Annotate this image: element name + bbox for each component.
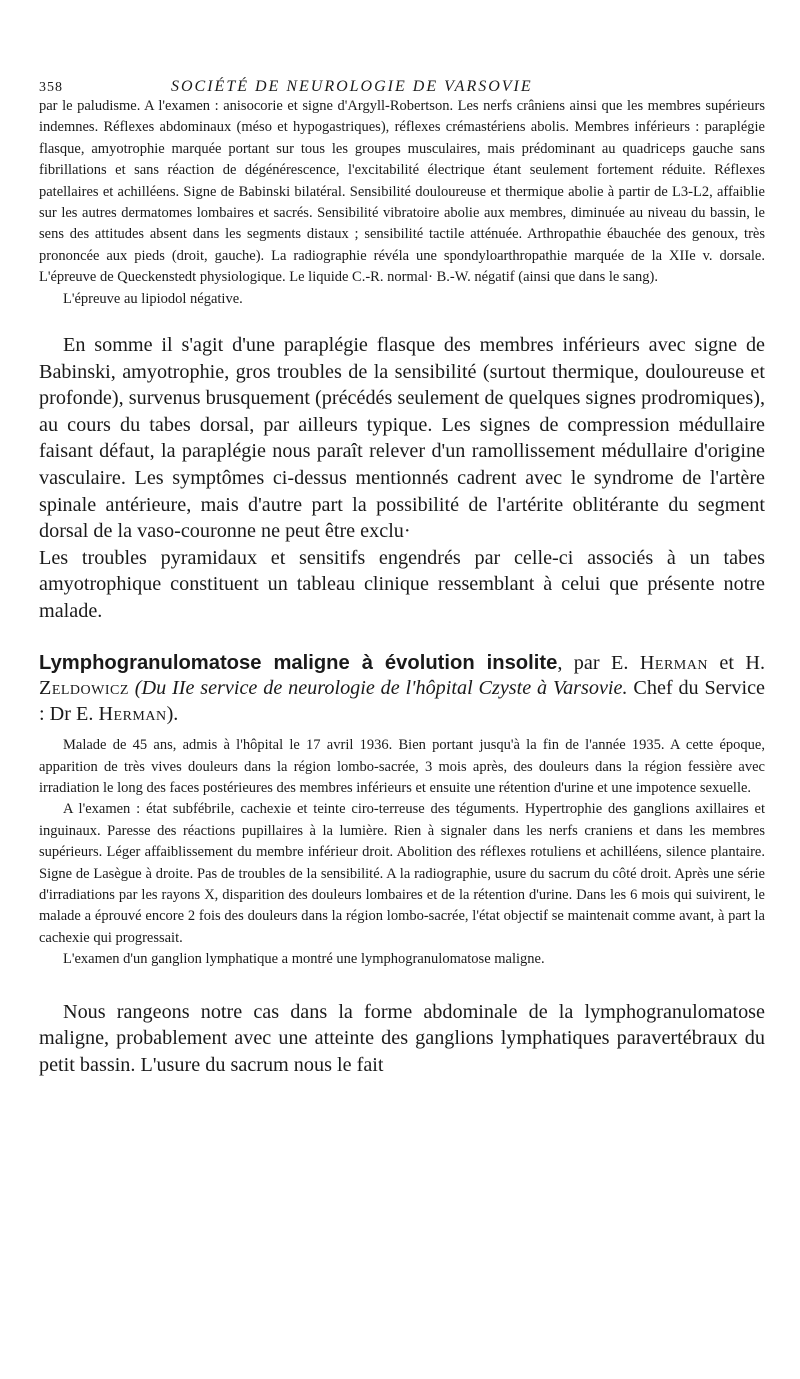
closing-paren: ). [166,702,179,725]
journal-title: SOCIÉTÉ DE NEUROLOGIE DE VARSOVIE [171,78,533,95]
case1-paragraph-2: L'épreuve au lipiodol négative. [63,290,243,307]
page [39,66,765,1078]
case2-paragraph-1: Malade de 45 ans, admis à l'hôpital le 17 avril 1936. Bien portant jusqu'à la fin de l'année 1935. A cette époque, apparition de très vives douleurs dans la région lombo-sacrée, 3 mois après, des douleurs dans la région fessière avec irradiation le long des faces postérieures des membres inférieurs et ensuite une rétention d'urine et une impotence sexuelle. [39,737,765,796]
case1-discussion-2: Les troubles pyramidaux et sensitifs engendrés par celle-ci associés à un tabes amyotrophique constituent un tableau clinique ressemblant à celui que présente notre malade. [39,546,765,622]
case2-paragraph-3: L'examen d'un ganglion lymphatique a montré une lymphogranulomatose maligne. [63,951,545,968]
article-by: par E. [573,651,629,674]
chief-name: Herman [98,702,167,725]
article-heading: Lymphogranulomatose maligne à évolution insolite, par E. Herman et H. Zeldowicz (Du IIe service de neurologie de l'hôpital Czyste à Varsovie. Chef du Service : Dr E. Herman). [39,651,766,725]
case1-paragraph-1: par le paludisme. A l'examen : anisocorie et signe d'Argyll-Robertson. Les nerfs crâniens ainsi que les membres supérieurs indemnes. Réflexes abdominaux (méso et hypogastriques), réflexes crémastériens abolis. Membres inférieurs : paraplégie flasque, amyotrophie marquée portant sur tous les groupes musculaires, mais prédominant au quadriceps gauche sans fibrillations et sans réaction de dégénérescence, l'excitabilité électrique étant seulement fortement réduite. Réflexes patellaires et achilléens. Signe de Babinski bilatéral. Sensibilité douloureuse et thermique abolie à partir de L3-L2, affaiblie sur les autres dermatomes lombaires et sacrés. Sensibilité vibratoire abolie aux membres, diminuée au niveau du bassin, le sens des attitudes absent dans les segments distaux ; sensibilité tactile atténuée. Arthropathie ébauchée des genoux, très prononcée aux pieds (droit, gauche). La radiographie révéla une spondyloarthropathie marquée de la XIIe v. dorsale. L'épreuve de Queckenstedt physiologique. Le liquide C.-R. normal· B.-W. négatif (ainsi que dans le sang). [39,98,765,286]
author-1: Herman [639,651,708,674]
case1-discussion-1: En somme il s'agit d'une paraplégie flasque des membres inférieurs avec signe de Babinski, amyotrophie, gros troubles de la sensibilité (surtout thermique, douloureuse et profonde), survenus brusquement (précédés seulement de quelques signes prodromiques), au cours du tabes dorsal, par ailleurs typique. Les signes de compression médullaire faisant défaut, la paraplégie nous paraît relever d'un ramollissement médullaire d'origine vasculaire. Les symptômes ci-dessus mentionnés cadrent avec le syndrome de l'artère spinale antérieure, mais d'autre part la possibilité de l'artérite oblitérante du segment dorsal de la vaso-couronne ne peut être exclu· [39,334,765,543]
affiliation: (Du IIe service de neurologie de l'hôpital Czyste à Varsovie. [134,677,628,700]
author-2: Zeldowicz [39,677,129,700]
service-chief: Chef du Service : Dr E. [39,677,766,725]
running-head [39,66,765,96]
article-and: et H. [719,651,766,674]
case2-discussion: Nous rangeons notre cas dans la forme abdominale de la lymphogranulomatose maligne, probablement avec une atteinte des ganglions lymphatiques paravertébraux du petit bassin. L'usure du sacrum nous le fait [39,1000,765,1076]
case2-paragraph-2: A l'examen : état subfébrile, cachexie et teinte ciro-terreuse des téguments. Hypertrophie des ganglions axillaires et inguinaux. Paresse des réactions pupillaires à la lumière. Rien à signaler dans les nerfs craniens et dans les membres supérieurs. Léger affaiblissement du membre inférieur droit. Abolition des réflexes rotuliens et achilléens, silence plantaire. Signe de Lasègue à droite. Pas de troubles de la sensibilité. A la radiographie, usure du sacrum du côté droit. Après une série d'irradiations par les rayons X, disparition des douleurs lombaires et de la rétention d'urine. Dans les 6 mois qui suivirent, le malade a éprouvé encore 2 fois des douleurs dans la région lombo-sacrée, l'état objectif se maintenait comme avant, à part la cachexie qui progressait. [39,801,765,946]
page-number: 358 [39,80,63,95]
article-title: Lymphogranulomatose maligne à évolution insolite [39,651,558,674]
